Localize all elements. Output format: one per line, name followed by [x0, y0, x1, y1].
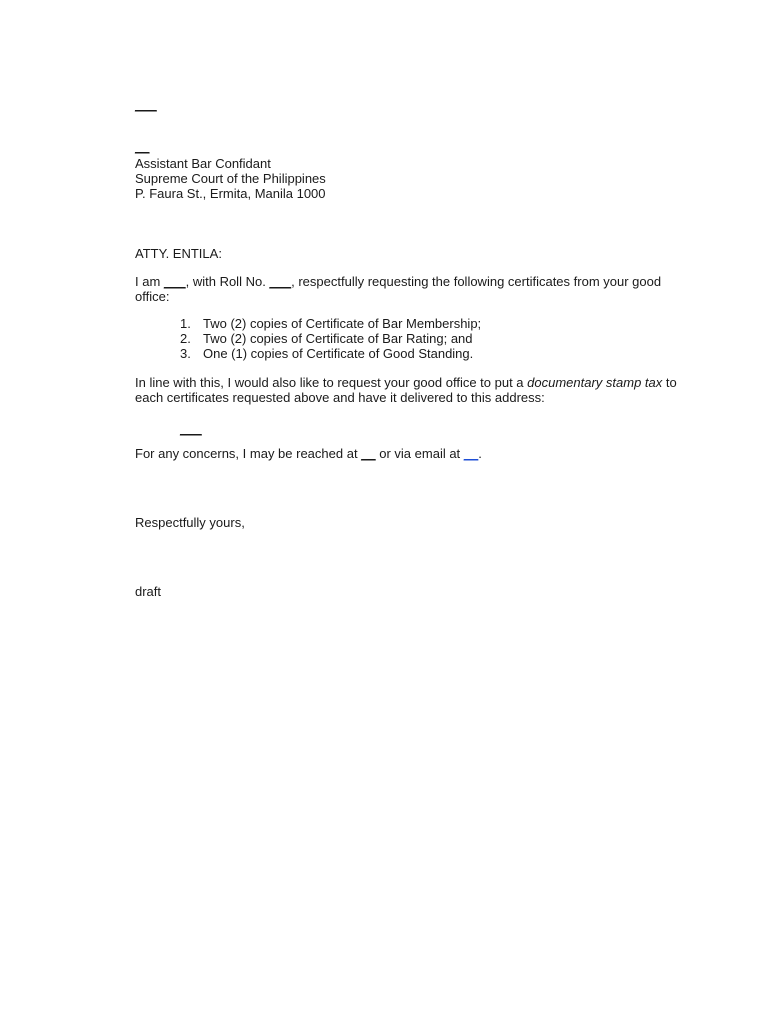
signature: draft	[135, 584, 162, 599]
date-blank: ___	[135, 97, 157, 112]
list-number: 1.	[180, 316, 191, 331]
stamp-text-2: to each certificates requested above and have it delivered to this address:	[135, 375, 677, 405]
salutation: ATTY. ENTILA:	[135, 246, 222, 261]
recipient-address: P. Faura St., Ermita, Manila 1000	[135, 186, 326, 201]
name-blank: ___	[163, 274, 186, 289]
list-text: Two (2) copies of Certificate of Bar Membership;	[203, 316, 482, 331]
list-item	[180, 331, 481, 346]
intro-paragraph	[135, 274, 683, 304]
roll-blank: ___	[269, 274, 292, 289]
stamp-paragraph	[135, 375, 683, 405]
stamp-text-1: In line with this, I would also like to request your good office to put a	[135, 375, 528, 390]
closing: Respectfully yours,	[135, 515, 245, 530]
list-item	[180, 346, 481, 361]
list-number: 2.	[180, 331, 191, 346]
list-number: 3.	[180, 346, 191, 361]
list-text: One (1) copies of Certificate of Good Standing.	[203, 346, 474, 361]
contact-line	[135, 446, 482, 461]
recipient-block	[135, 139, 326, 201]
intro-text-2: , with Roll No.	[185, 274, 270, 289]
phone-blank: __	[361, 446, 376, 461]
contact-text-3: .	[478, 446, 482, 461]
contact-text-2: or via email at	[375, 446, 464, 461]
recipient-name-blank: __	[135, 139, 150, 154]
list-item	[180, 316, 481, 331]
list-text: Two (2) copies of Certificate of Bar Rating; and	[203, 331, 473, 346]
intro-text-1: I am	[135, 274, 164, 289]
address-blank: ___	[180, 421, 202, 436]
intro-text-3: , respectfully requesting the following certificates from your good office:	[135, 274, 662, 304]
recipient-office: Supreme Court of the Philippines	[135, 171, 326, 186]
certificate-list	[180, 316, 481, 361]
contact-text-1: For any concerns, I may be reached at	[135, 446, 362, 461]
stamp-emphasis: documentary stamp tax	[527, 375, 663, 390]
email-link[interactable]: __	[463, 446, 479, 461]
recipient-title: Assistant Bar Confidant	[135, 156, 271, 171]
